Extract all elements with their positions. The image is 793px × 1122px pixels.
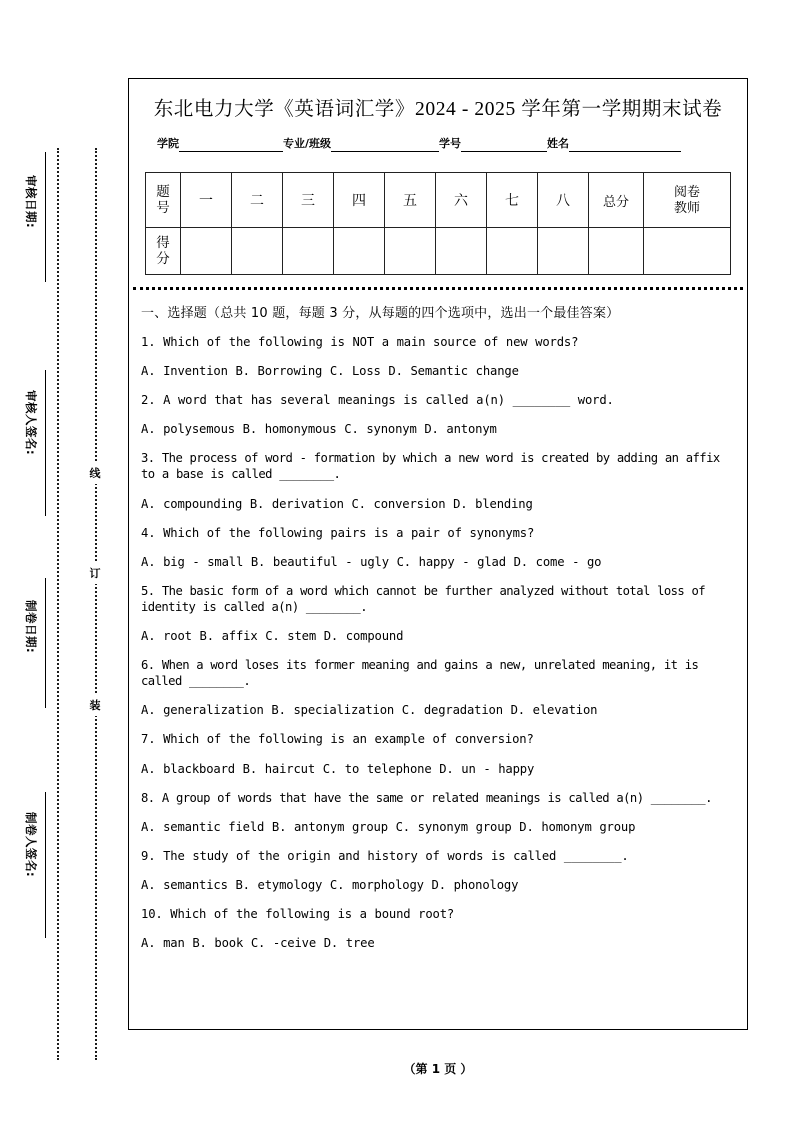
field-label-name: 姓名	[547, 137, 570, 150]
question-3-stem: 3. The process of word - formation by which a new word is created by adding an affix to a base is called ________.	[141, 451, 720, 482]
margin-label-paper-date: 制卷日期:	[24, 600, 38, 654]
question-6-options: A. generalization B. specialization C. degradation D. elevation	[141, 703, 598, 718]
col-header-8: 八	[538, 173, 589, 228]
score-cell-5[interactable]	[385, 228, 436, 275]
question-8-stem: 8. A group of words that have the same or related meanings is called a(n) ________.	[141, 790, 712, 805]
grading-teacher-line2: 教师	[673, 200, 700, 215]
page-number-footer: （第 1 页 ）	[403, 1062, 473, 1076]
score-cell-total[interactable]	[589, 228, 644, 275]
field-input-major-class[interactable]	[331, 138, 439, 152]
row-header-question-number	[146, 173, 181, 228]
col-header-4: 四	[334, 173, 385, 228]
score-cell-6[interactable]	[436, 228, 487, 275]
score-cell-3[interactable]	[283, 228, 334, 275]
grading-teacher-line1: 阅卷	[673, 184, 700, 200]
row-header-question-number-char2: 号	[156, 200, 170, 215]
signature-rule-2	[45, 370, 46, 516]
score-cell-7[interactable]	[487, 228, 538, 275]
question-6-stem: 6. When a word loses its former meaning and gains a new, unrelated meaning, it is called ________.	[141, 658, 699, 689]
question-9-options: A. semantics B. etymology C. morphology D. phonology	[141, 877, 519, 892]
page-title: 东北电力大学《英语词汇学》2024 - 2025 学年第一学期期末试卷	[153, 99, 723, 120]
table-row-question-numbers	[146, 173, 731, 228]
field-input-student-id[interactable]	[461, 138, 547, 152]
row-header-score-char2: 分	[156, 251, 170, 266]
col-header-2: 二	[232, 173, 283, 228]
col-header-grading-teacher	[644, 173, 731, 228]
section-divider	[133, 287, 743, 290]
signature-rule-4	[45, 792, 46, 938]
question-2-options: A. polysemous B. homonymous C. synonym D. antonym	[141, 422, 497, 437]
score-cell-grading-teacher[interactable]	[644, 228, 731, 275]
question-2-stem: 2. A word that has several meanings is called a(n) ________ word.	[141, 393, 614, 408]
question-10-stem: 10. Which of the following is a bound root?	[141, 906, 455, 921]
question-9-stem: 9. The study of the origin and history of words is called ________.	[141, 848, 629, 863]
col-header-total: 总分	[589, 173, 644, 228]
signature-rule-3	[45, 578, 46, 708]
question-5-options: A. root B. affix C. stem D. compound	[141, 629, 404, 644]
score-cell-1[interactable]	[181, 228, 232, 275]
col-header-1: 一	[181, 173, 232, 228]
fold-mark-xian: 线	[86, 462, 104, 484]
col-header-3: 三	[283, 173, 334, 228]
question-1-options: A. Invention B. Borrowing C. Loss D. Semantic change	[141, 364, 519, 379]
score-table	[145, 172, 731, 275]
exam-paper-body	[128, 78, 748, 1030]
field-label-student-id: 学号	[439, 137, 462, 150]
question-4-stem: 4. Which of the following pairs is a pair of synonyms?	[141, 525, 535, 540]
questions-area	[141, 302, 735, 951]
question-3-options: A. compounding B. derivation C. conversion D. blending	[141, 496, 533, 511]
row-header-score	[146, 228, 181, 275]
margin-label-paper-author-signature: 制卷人签名:	[24, 812, 38, 878]
student-info-row	[157, 135, 729, 152]
fold-mark-ding: 订	[86, 562, 104, 584]
signature-rule-1	[45, 152, 46, 282]
field-label-college: 学院	[157, 137, 179, 150]
question-1-stem: 1. Which of the following is NOT a main source of new words?	[141, 335, 579, 349]
question-4-options: A. big - small B. beautiful - ugly C. happy - glad D. come - go	[141, 554, 602, 569]
binding-margin	[0, 0, 128, 1122]
row-header-score-char1: 得	[156, 235, 170, 251]
margin-label-reviewer-signature: 审核人签名:	[24, 390, 38, 456]
margin-label-review-date: 审核日期:	[24, 175, 38, 229]
field-input-college[interactable]	[179, 138, 283, 152]
score-cell-2[interactable]	[232, 228, 283, 275]
fold-mark-zhuang: 装	[86, 694, 104, 716]
question-7-options: A. blackboard B. haircut C. to telephone D. un - happy	[141, 761, 535, 776]
table-row-scores	[146, 228, 731, 275]
section-heading-multiple-choice: 一、选择题（总共 10 题，每题 3 分，从每题的四个选项中，选出一个最佳答案）	[141, 306, 620, 321]
question-7-stem: 7. Which of the following is an example of conversion?	[141, 732, 534, 747]
binding-dotted-line-inner	[57, 148, 59, 1060]
question-8-options: A. semantic field B. antonym group C. synonym group D. homonym group	[141, 819, 636, 834]
question-5-stem: 5. The basic form of a word which cannot be further analyzed without total loss of identity is called a(n) ________.	[141, 583, 706, 614]
col-header-6: 六	[436, 173, 487, 228]
question-10-options: A. man B. book C. -ceive D. tree	[141, 936, 375, 951]
row-header-question-number-char1: 题	[156, 184, 170, 200]
col-header-7: 七	[487, 173, 538, 228]
field-input-name[interactable]	[569, 138, 681, 152]
col-header-5: 五	[385, 173, 436, 228]
score-cell-4[interactable]	[334, 228, 385, 275]
score-cell-8[interactable]	[538, 228, 589, 275]
field-label-major-class: 专业/班级	[283, 137, 332, 150]
binding-dotted-line-outer	[95, 148, 97, 1060]
